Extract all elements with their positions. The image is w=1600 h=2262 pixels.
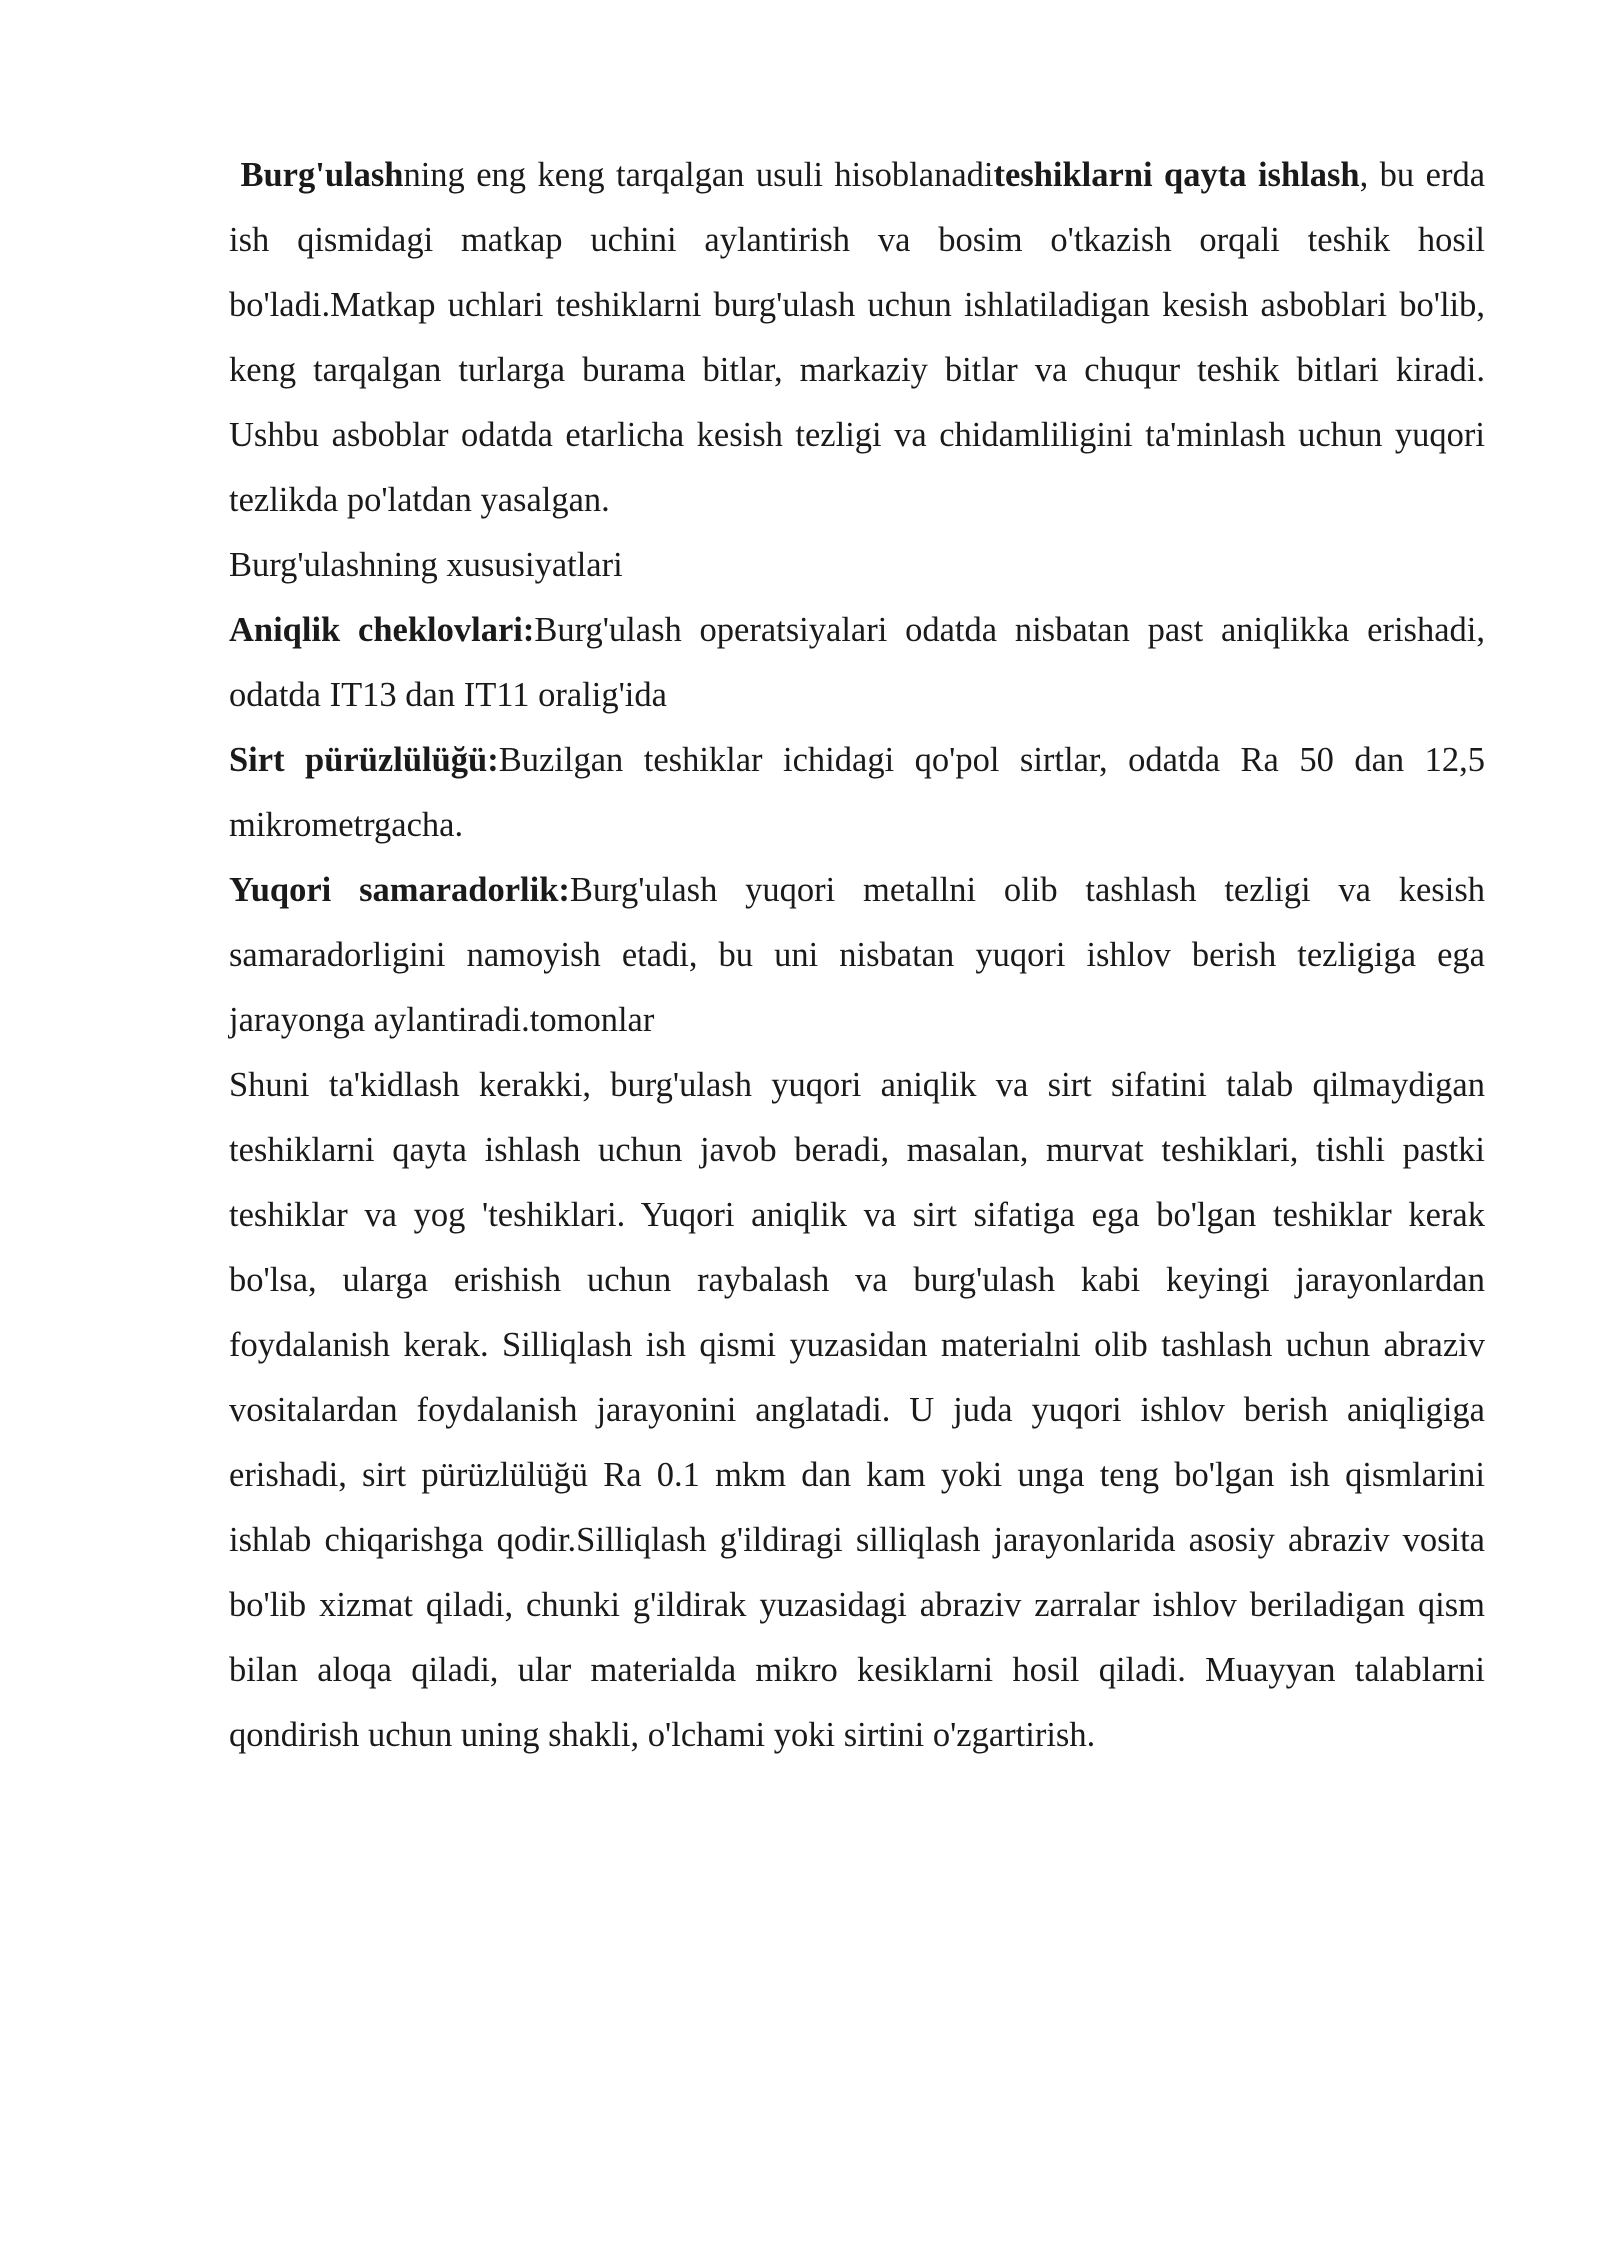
section-heading: Burg'ulashning xususiyatlari	[229, 546, 623, 584]
feature-efficiency-text: Burg'ulash yuqori metallni olib tashlash tezligi va kesish samaradorligini namoyish etadi, bu uni nisbatan yuqori ishlov berish tezligiga ega jarayonga aylantiradi.tomonlar	[229, 871, 1485, 1039]
feature-accuracy	[229, 598, 1485, 728]
intro-bold-term: teshiklarni qayta ishlash	[993, 156, 1360, 194]
document-body	[229, 143, 1485, 1768]
feature-efficiency	[229, 858, 1485, 1053]
feature-roughness	[229, 728, 1485, 858]
intro-lead-term: Burg'ulash	[240, 156, 404, 194]
feature-accuracy-text: Burg'ulash operatsiyalari odatda nisbatan past aniqlikka erishadi, odatda IT13 dan IT11 oralig'ida	[229, 611, 1485, 714]
feature-roughness-text: Buzilgan teshiklar ichidagi qo'pol sirtlar, odatda Ra 50 dan 12,5 mikrometrgacha.	[229, 741, 1485, 844]
feature-roughness-label: Sirt pürüzlülüğü:	[229, 741, 499, 779]
intro-text-2: , bu erda ish qismidagi matkap uchini aylantirish va bosim o'tkazish orqali teshik hosil bo'ladi.Matkap uchlari teshiklarni burg'ulash uchun ishlatiladigan kesish asboblari bo'lib, keng tarqalgan turlarga burama bitlar, markaziy bitlar va chuqur teshik bitlari kiradi. Ushbu asboblar odatda etarlicha kesish tezligi va chidamliligini ta'minlash uchun yuqori tezlikda po'latdan yasalgan.	[229, 156, 1486, 519]
closing-paragraph: Shuni ta'kidlash kerakki, burg'ulash yuqori aniqlik va sirt sifatini talab qilmaydigan teshiklarni qayta ishlash uchun javob beradi, masalan, murvat teshiklari, tishli pastki teshiklar va yog 'teshiklari. Yuqori aniqlik va sirt sifatiga ega bo'lgan teshiklar kerak bo'lsa, ularga erishish uchun raybalash va burg'ulash kabi keyingi jarayonlardan foydalanish kerak. Silliqlash ish qismi yuzasidan materialni olib tashlash uchun abraziv vositalardan foydalanish jarayonini anglatadi. U juda yuqori ishlov berish aniqligiga erishadi, sirt pürüzlülüğü Ra 0.1 mkm dan kam yoki unga teng bo'lgan ish qismlarini ishlab chiqarishga qodir.Silliqlash g'ildiragi silliqlash jarayonlarida asosiy abraziv vosita bo'lib xizmat qiladi, chunki g'ildirak yuzasidagi abraziv zarralar ishlov beriladigan qism bilan aloqa qiladi, ular materialda mikro kesiklarni hosil qiladi. Muayyan talablarni qondirish uchun uning shakli, o'lchami yoki sirtini o'zgartirish.	[229, 1066, 1485, 1754]
feature-efficiency-label: Yuqori samaradorlik:	[229, 871, 570, 909]
feature-accuracy-label: Aniqlik cheklovlari:	[229, 611, 535, 649]
intro-text-1: ning eng keng tarqalgan usuli hisoblanadi	[403, 156, 994, 194]
intro-paragraph	[229, 143, 1485, 533]
